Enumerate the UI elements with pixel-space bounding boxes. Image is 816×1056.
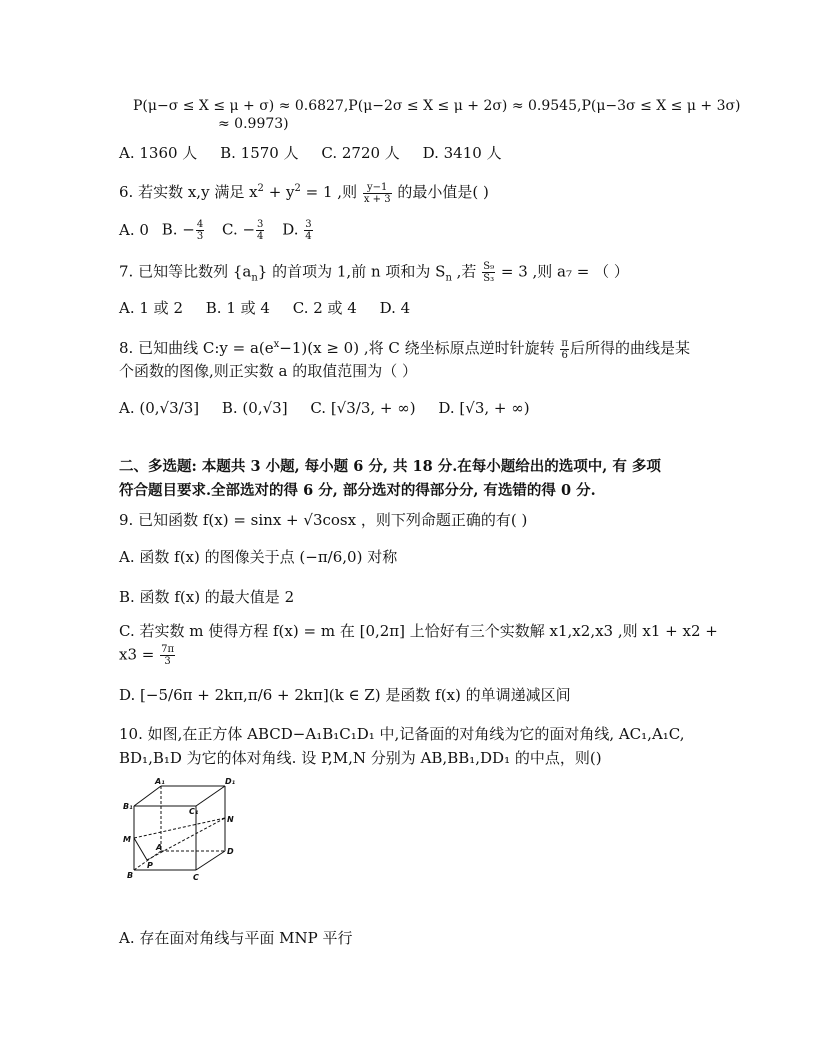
section-2-heading-line-2: 符合题目要求.全部选对的得 6 分, 部分选对的得部分分, 有选错的得 0 分. xyxy=(119,482,596,499)
q7-option-c[interactable]: C. 2 或 4 xyxy=(292,299,357,317)
q9-option-a-point: (−π/6,0) xyxy=(299,548,363,566)
q9-option-a-text: A. 函数 f(x) 的图像关于点 xyxy=(119,548,295,566)
q6-option-d-label: D. xyxy=(282,220,299,239)
segment-p-n xyxy=(147,818,225,860)
q8-stem-part: 后所得的曲线是某 xyxy=(569,339,690,357)
q6-option-c-den: 4 xyxy=(257,231,264,242)
label-b: B xyxy=(127,871,134,880)
label-c: C xyxy=(193,873,199,882)
q8-fraction-den: 6 xyxy=(561,349,568,361)
q6-fraction-den: x + 3 xyxy=(363,193,391,205)
q6-option-b-label: B. − xyxy=(161,220,195,239)
q6-fraction xyxy=(363,182,392,205)
q6-fraction-num: y−1 xyxy=(363,182,392,194)
q5-options xyxy=(119,143,520,163)
q9-option-d-interval: [−5/6π + 2kπ,π/6 + 2kπ](k ∈ Z) xyxy=(140,686,381,704)
q9-option-c[interactable] xyxy=(119,621,718,641)
q8-fraction xyxy=(560,338,569,361)
normal-dist-line-1: P(μ−σ ≤ X ≤ μ + σ) ≈ 0.6827,P(μ−2σ ≤ X ≤ μ + 2σ) ≈ 0.9545,P(μ−3σ ≤ X ≤ μ + 3σ) xyxy=(133,98,741,114)
q6-option-d-den: 4 xyxy=(305,231,312,242)
segment-m-n xyxy=(134,818,225,838)
q9-option-b[interactable]: B. 函数 f(x) 的最大值是 2 xyxy=(119,588,295,606)
q9-option-d[interactable] xyxy=(119,685,571,705)
label-a1: A₁ xyxy=(155,777,165,786)
q9-stem: 9. 已知函数 f(x) = sinx + √3cosx ，则下列命题正确的有( ) xyxy=(119,511,528,529)
q9-option-c-line-1: C. 若实数 m 使得方程 f(x) = m 在 [0,2π] 上恰好有三个实数解 x1,x2,x3 ,则 x1 + x2 + xyxy=(119,622,718,640)
q9-option-c-line-2: x3 = xyxy=(119,645,155,664)
q10-stem-line-2: BD₁,B₁D 为它的体对角线. 设 P,M,N 分别为 AB,BB₁,DD₁ 的中点，则() xyxy=(119,749,602,767)
q9-option-c-den: 3 xyxy=(164,656,171,667)
q7-fraction xyxy=(482,261,495,284)
q7-option-d[interactable]: D. 4 xyxy=(379,299,411,317)
cube-figure xyxy=(117,774,241,886)
edge-c1-d1 xyxy=(196,786,225,806)
q6-stem: 6. 若实数 x,y 满足 $x^2 + y^2 = 1$ ,则 $\frac{y-1}{x + 3}$ 的最小值是( ) xyxy=(119,181,489,205)
q6-option-c-label: C. − xyxy=(222,220,256,239)
q8-option-a[interactable]: A. (0,√3/3] xyxy=(119,399,200,417)
q10-stem-line-1: 10. 如图,在正方体 ABCD−A₁B₁C₁D₁ 中,记备面的对角线为它的面对角线, AC₁,A₁C, xyxy=(119,725,685,743)
q9-option-c-cont xyxy=(119,644,176,667)
q6-option-c[interactable] xyxy=(222,219,265,242)
q7-stem-part: ,若 xyxy=(451,262,477,281)
label-n: N xyxy=(227,815,234,824)
q9-option-d-label: D. xyxy=(119,686,136,704)
label-c1: C₁ xyxy=(189,807,199,816)
q8-stem-line-2: 个函数的图像,则正实数 a 的取值范围为（ ） xyxy=(119,362,418,380)
q7-stem-tail: = 3 ,则 a₇ = （ ） xyxy=(500,262,629,281)
edge-b1-a1 xyxy=(134,786,161,806)
q8-option-c[interactable]: C. [√3/3, + ∞) xyxy=(310,399,416,417)
label-d: D xyxy=(227,847,234,856)
q8-stem-part: 8. 已知曲线 C:y = a(e xyxy=(119,339,274,357)
q5-option-c[interactable]: C. 2720 人 xyxy=(321,144,400,162)
edge-c-d xyxy=(196,851,225,870)
q6-option-d-num: 3 xyxy=(305,219,312,230)
q8-option-b[interactable]: B. (0,√3] xyxy=(221,399,288,417)
normal-dist-line-2: ≈ 0.9973) xyxy=(218,116,289,132)
q6-stem-part: 6. 若实数 x,y 满足 x xyxy=(119,183,258,201)
q9-option-c-fraction xyxy=(160,644,175,667)
q8-stem-line-1: 8. 已知曲线 C:y = $a(e^x-1)(x \ge 0)$ ,将 C 绕坐标原点逆时针旋转 $\frac{\pi}{6}$ 后所得的曲线是某 xyxy=(119,337,690,361)
q5-option-b[interactable]: B. 1570 人 xyxy=(220,144,299,162)
label-p: P xyxy=(147,861,153,870)
q9-option-a[interactable] xyxy=(119,547,397,567)
q6-option-c-num: 3 xyxy=(257,219,264,230)
q7-fraction-den: S₃ xyxy=(483,273,495,284)
q10-option-a[interactable]: A. 存在面对角线与平面 MNP 平行 xyxy=(119,929,353,947)
q8-option-d[interactable]: D. [√3, + ∞) xyxy=(438,399,530,417)
q6-option-d[interactable] xyxy=(282,219,313,242)
q5-option-a[interactable]: A. 1360 人 xyxy=(119,144,198,162)
q7-stem-part: 7. 已知等比数列 {a xyxy=(119,262,252,281)
label-b1: B₁ xyxy=(123,802,133,811)
q6-option-b-den: 3 xyxy=(196,231,204,242)
q6-stem-part: = 1 ,则 xyxy=(300,183,358,201)
q8-fraction-num: π xyxy=(561,337,568,349)
q7-option-a[interactable]: A. 1 或 2 xyxy=(119,299,183,317)
q6-option-a[interactable]: A. 0 xyxy=(119,220,149,239)
q9-option-c-num: 7π xyxy=(161,644,175,655)
label-m: M xyxy=(123,835,131,844)
label-d1: D₁ xyxy=(225,777,236,786)
q6-option-b-num: 4 xyxy=(196,219,204,230)
q9-option-d-tail: 是函数 f(x) 的单调递减区间 xyxy=(385,686,571,704)
q7-stem: 7. 已知等比数列 $\{a_n\}$ 的首项为 1,前 n 项和为 $S_n$ ,若 $\frac{\text{S₉}}{\text{S₃}}$ = 3 ,则 a₇ = （ ） xyxy=(119,261,629,284)
label-a: A xyxy=(156,843,163,852)
q7-subscript: n xyxy=(251,272,258,284)
q6-options xyxy=(119,219,332,242)
q6-stem-part: + y xyxy=(263,183,295,201)
q7-stem-part: } 的首项为 1,前 n 项和为 S xyxy=(257,262,446,281)
q8-stem-part: −1)(x ≥ 0) ,将 C 绕坐标原点逆时针旋转 xyxy=(279,339,555,357)
segment-m-p xyxy=(134,838,147,860)
q6-option-b[interactable] xyxy=(162,219,206,242)
q7-fraction-num: S₉ xyxy=(483,261,495,272)
q7-options xyxy=(119,298,428,318)
q8-options xyxy=(119,398,548,418)
q7-option-b[interactable]: B. 1 或 4 xyxy=(205,299,270,317)
section-2-heading-line-1: 二、多选题: 本题共 3 小题, 每小题 6 分, 共 18 分.在每小题给出的选项中, 有 多项 xyxy=(119,458,661,475)
q6-stem-tail: 的最小值是( ) xyxy=(397,183,489,201)
q5-option-d[interactable]: D. 3410 人 xyxy=(422,144,502,162)
q9-option-a-tail: 对称 xyxy=(367,548,398,566)
